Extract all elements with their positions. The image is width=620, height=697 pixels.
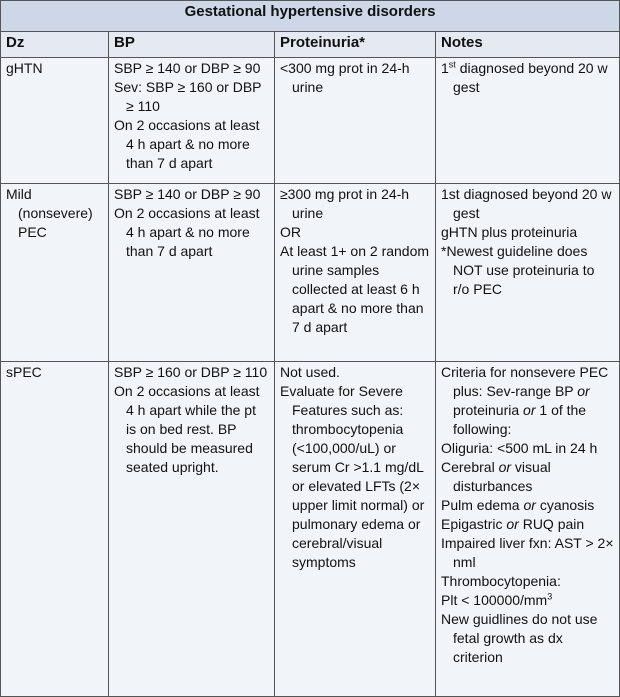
table-title-row	[1, 1, 620, 32]
cell-line: Cerebral or visual disturbances	[441, 459, 551, 494]
cell-line: On 2 occasions at least 4 h apart while the pt is on bed rest. BP should be measured seated upright.	[114, 383, 260, 475]
cell-line: SBP ≥ 160 or DBP ≥ 110	[114, 364, 268, 380]
column-header-dz: Dz	[1, 32, 109, 58]
table-body	[1, 58, 620, 697]
cell-line: 1st diagnosed beyond 20 w gest	[441, 59, 608, 95]
proteinuria-cell	[275, 362, 436, 697]
notes-cell	[436, 58, 620, 184]
superscript: 3	[547, 591, 553, 602]
cell-line: New guidlines do not use fetal growth as dx criterion	[441, 611, 598, 665]
cell-line: Not used.	[280, 364, 340, 380]
cell-line: SBP ≥ 140 or DBP ≥ 90	[114, 60, 261, 76]
cell-line: Impaired liver fxn: AST > 2× nml	[441, 535, 614, 570]
cell-line: Thrombocytopenia:	[441, 573, 561, 589]
notes-cell	[436, 362, 620, 697]
cell-line: Criteria for nonsevere PEC plus: Sev-range BP or proteinuria or 1 of the following:	[441, 364, 609, 437]
table-title: Gestational hypertensive disorders	[1, 1, 620, 32]
cell-line: gHTN	[6, 60, 43, 76]
proteinuria-cell	[275, 184, 436, 362]
dz-cell	[1, 362, 109, 697]
cell-line: SBP ≥ 140 or DBP ≥ 90	[114, 186, 261, 202]
cell-line: Epigastric or RUQ pain	[441, 516, 585, 532]
cell-line: Sev: SBP ≥ 160 or DBP ≥ 110	[114, 79, 262, 114]
column-header-notes: Notes	[436, 32, 620, 58]
proteinuria-cell	[275, 58, 436, 184]
cell-line: <300 mg prot in 24-h urine	[280, 60, 410, 95]
cell-line: On 2 occasions at least 4 h apart & no more than 7 d apart	[114, 205, 260, 259]
cell-line: gHTN plus proteinuria	[441, 224, 578, 240]
cell-line: Evaluate for Severe Features such as: thrombocytopenia (<100,000/uL) or serum Cr >1.1 mg/dL or elevated LFTs (2× upper limit normal) or pulmonary edema or cerebral/visual symptoms	[280, 383, 425, 570]
bp-cell	[109, 362, 275, 697]
dz-cell	[1, 58, 109, 184]
cell-line: 1st diagnosed beyond 20 w gest	[441, 186, 612, 221]
cell-line: ≥300 mg prot in 24-h urine	[280, 186, 410, 221]
cell-line: OR	[280, 224, 301, 240]
cell-line: On 2 occasions at least 4 h apart & no more than 7 d apart	[114, 117, 260, 171]
cell-line: Pulm edema or cyanosis	[441, 497, 595, 513]
cell-line: At least 1+ on 2 random urine samples collected at least 6 h apart & no more than 7 d apart	[280, 243, 430, 335]
bp-cell	[109, 58, 275, 184]
dz-cell	[1, 184, 109, 362]
cell-line: Mild (nonsevere) PEC	[6, 186, 93, 240]
table-header-row	[1, 32, 620, 58]
column-header-proteinuria: Proteinuria*	[275, 32, 436, 58]
notes-cell	[436, 184, 620, 362]
superscript: st	[448, 59, 456, 70]
cell-line: sPEC	[6, 364, 42, 380]
table-row	[1, 362, 620, 697]
table-row	[1, 184, 620, 362]
column-header-bp: BP	[109, 32, 275, 58]
cell-line: Plt < $100000/mm^3$	[441, 591, 553, 608]
cell-line: *Newest guideline does NOT use proteinuria to r/o PEC	[441, 243, 595, 297]
cell-line: Oliguria: <500 mL in 24 h	[441, 440, 598, 456]
table-row	[1, 58, 620, 184]
bp-cell	[109, 184, 275, 362]
